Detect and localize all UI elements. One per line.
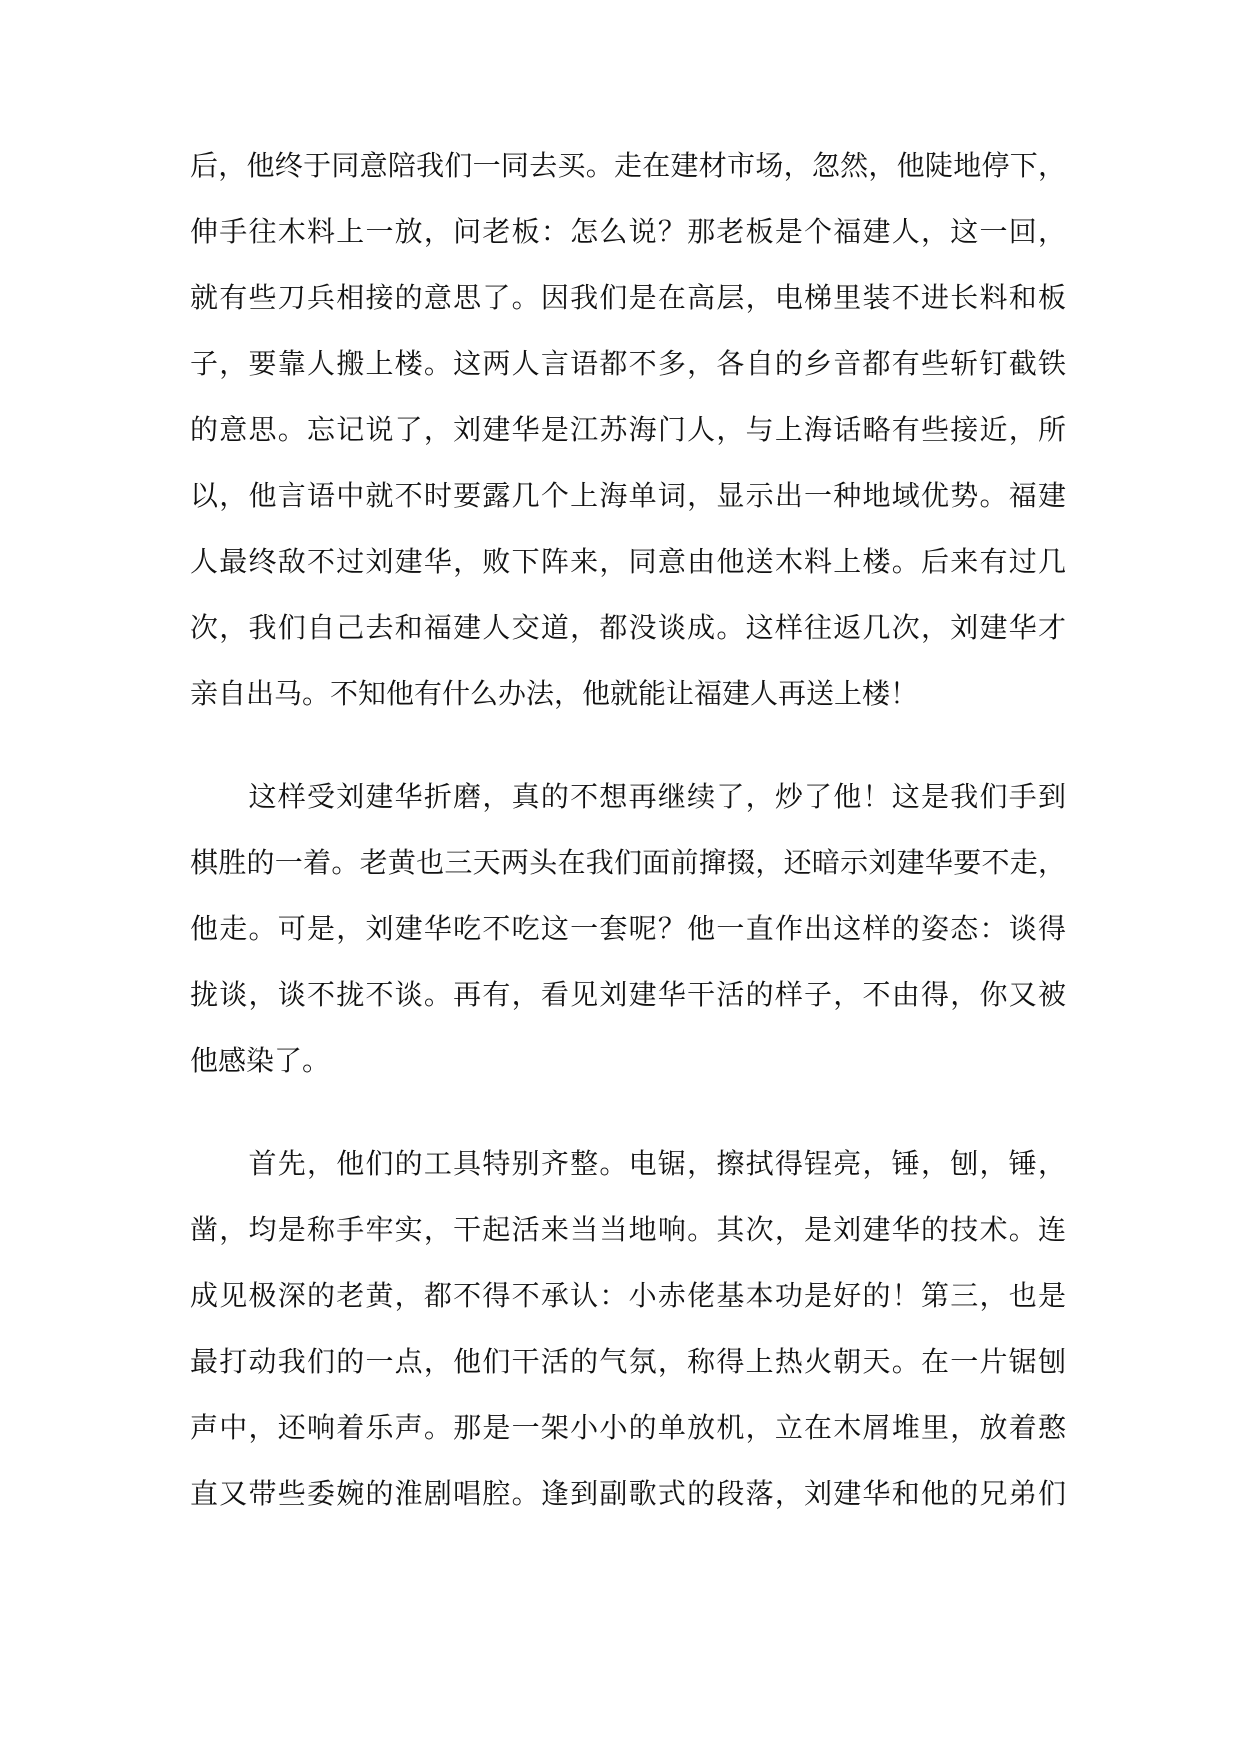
paragraph-line: 人最终敌不过刘建华，败下阵来，同意由他送木料上楼。后来有过几 <box>190 545 1066 578</box>
paragraph-line: 声中，还响着乐声。那是一架小小的单放机，立在木屑堆里，放着憨 <box>190 1411 1066 1444</box>
paragraph-line: 最打动我们的一点，他们干活的气氛，称得上热火朝天。在一片锯刨 <box>190 1345 1066 1378</box>
paragraph-line: 凿，均是称手牢实，干起活来当当地响。其次，是刘建华的技术。连 <box>190 1213 1066 1246</box>
paragraph-line: 他走。可是，刘建华吃不吃这一套呢？他一直作出这样的姿态：谈得 <box>190 912 1066 945</box>
paragraph-line: 次，我们自己去和福建人交道，都没谈成。这样往返几次，刘建华才 <box>190 611 1066 644</box>
paragraph-line: 以，他言语中就不时要露几个上海单词，显示出一种地域优势。福建 <box>190 479 1066 512</box>
paragraph-line: 这样受刘建华折磨，真的不想再继续了，炒了他！这是我们手到 <box>190 780 1066 813</box>
paragraph-line: 拢谈，谈不拢不谈。再有，看见刘建华干活的样子，不由得，你又被 <box>190 978 1066 1011</box>
paragraph-line: 成见极深的老黄，都不得不承认：小赤佬基本功是好的！第三，也是 <box>190 1279 1066 1312</box>
paragraph-line: 亲自出马。不知他有什么办法，他就能让福建人再送上楼！ <box>190 677 919 710</box>
paragraph-line: 后，他终于同意陪我们一同去买。走在建材市场，忽然，他陡地停下， <box>190 149 1066 182</box>
paragraph-line: 伸手往木料上一放，问老板：怎么说？那老板是个福建人，这一回， <box>190 215 1066 248</box>
paragraph-line: 首先，他们的工具特别齐整。电锯，擦拭得锃亮，锤，刨，锤， <box>190 1147 1066 1180</box>
paragraph-line: 的意思。忘记说了，刘建华是江苏海门人，与上海话略有些接近，所 <box>190 413 1066 446</box>
paragraph-line: 就有些刀兵相接的意思了。因我们是在高层，电梯里装不进长料和板 <box>190 281 1066 314</box>
paragraph-line: 子，要靠人搬上楼。这两人言语都不多，各自的乡音都有些斩钉截铁 <box>190 347 1066 380</box>
paragraph-line: 棋胜的一着。老黄也三天两头在我们面前撺掇，还暗示刘建华要不走， <box>190 846 1066 879</box>
paragraph-line: 他感染了。 <box>190 1044 331 1077</box>
paragraph-line: 直又带些委婉的淮剧唱腔。逢到副歌式的段落，刘建华和他的兄弟们 <box>190 1477 1066 1510</box>
